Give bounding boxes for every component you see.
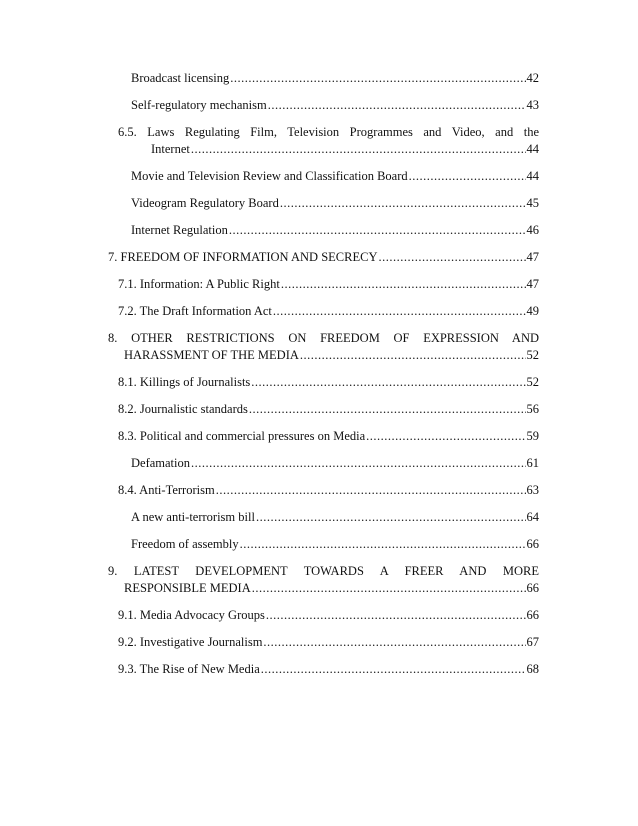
toc-dot-leader (268, 98, 526, 113)
toc-entry-title: Defamation (131, 456, 191, 470)
toc-page-number: 68 (526, 662, 539, 676)
toc-entry-title: 8.2. Journalistic standards (118, 402, 248, 416)
toc-entry-journalistic-standards[interactable] (118, 402, 539, 417)
toc-entry-videogram-board[interactable] (131, 196, 539, 211)
toc-page-number: 43 (526, 98, 539, 112)
toc-entry-other-restrictions-line1[interactable]: 8. OTHER RESTRICTIONS ON FREEDOM OF EXPRESSION AND (108, 331, 539, 345)
toc-dot-leader (409, 169, 526, 184)
toc-entry-information-public-right[interactable] (118, 277, 539, 292)
toc-page-number: 47 (526, 250, 539, 264)
toc-entry-investigative-journalism[interactable] (118, 635, 539, 650)
toc-page-number: 47 (526, 277, 539, 291)
toc-dot-leader (280, 196, 526, 211)
toc-entry-title: 8.4. Anti-Terrorism (118, 483, 215, 497)
toc-dot-leader (266, 608, 526, 623)
toc-dot-leader (261, 662, 526, 677)
toc-entry-title: RESPONSIBLE MEDIA (124, 581, 251, 595)
toc-entry-title: 7.2. The Draft Information Act (118, 304, 272, 318)
toc-page-number: 64 (526, 510, 539, 524)
toc-page-number: 66 (526, 537, 539, 551)
toc-entry-movie-television-board[interactable] (131, 169, 539, 184)
toc-dot-leader (191, 456, 525, 471)
toc-entry-other-restrictions-line2[interactable] (124, 348, 539, 363)
toc-dot-leader (229, 223, 526, 238)
toc-entry-title: 9.3. The Rise of New Media (118, 662, 260, 676)
toc-entry-latest-development-line1[interactable]: 9. LATEST DEVELOPMENT TOWARDS A FREER AND MORE (108, 564, 539, 578)
toc-entry-laws-regulating-film-line2[interactable] (151, 142, 539, 157)
toc-entry-latest-development-line2[interactable] (124, 581, 539, 596)
toc-entry-laws-regulating-film-line1[interactable]: 6.5. Laws Regulating Film, Television Programmes and Video, and the (118, 125, 539, 139)
toc-entry-title: 7. FREEDOM OF INFORMATION AND SECRECY (108, 250, 378, 264)
toc-page-number: 66 (526, 608, 539, 622)
toc-entry-title: 9.2. Investigative Journalism (118, 635, 263, 649)
toc-entry-internet-regulation[interactable] (131, 223, 539, 238)
toc-dot-leader (300, 348, 526, 363)
toc-page-number: 52 (526, 348, 539, 362)
toc-dot-leader (251, 375, 525, 390)
toc-dot-leader (263, 635, 525, 650)
toc-entry-title: 9.1. Media Advocacy Groups (118, 608, 265, 622)
toc-entry-title: Videogram Regulatory Board (131, 196, 279, 210)
toc-entry-title: 8.3. Political and commercial pressures on Media (118, 429, 366, 443)
toc-dot-leader (378, 250, 525, 265)
toc-entry-freedom-of-assembly[interactable] (131, 537, 539, 552)
toc-page-number: 44 (526, 169, 539, 183)
toc-entry-anti-terrorism-bill[interactable] (131, 510, 539, 525)
toc-entry-broadcast-licensing[interactable] (131, 71, 539, 86)
toc-entry-title: 8.1. Killings of Journalists (118, 375, 251, 389)
toc-page-number: 66 (526, 581, 539, 595)
toc-entry-killings-of-journalists[interactable] (118, 375, 539, 390)
toc-dot-leader (240, 537, 526, 552)
toc-entry-defamation[interactable] (131, 456, 539, 471)
toc-entry-title: Freedom of assembly (131, 537, 239, 551)
toc-page-number: 59 (526, 429, 539, 443)
toc-page-number: 49 (526, 304, 539, 318)
toc-entry-title: Internet (151, 142, 190, 156)
toc-entry-media-advocacy-groups[interactable] (118, 608, 539, 623)
toc-page-number: 46 (526, 223, 539, 237)
toc-page-number: 67 (526, 635, 539, 649)
toc-entry-title: 7.1. Information: A Public Right (118, 277, 280, 291)
toc-dot-leader (273, 304, 526, 319)
toc-entry-title: HARASSMENT OF THE MEDIA (124, 348, 299, 362)
toc-page-number: 61 (526, 456, 539, 470)
toc-page-number: 45 (526, 196, 539, 210)
toc-dot-leader (249, 402, 526, 417)
toc-entry-draft-information-act[interactable] (118, 304, 539, 319)
toc-entry-title: Movie and Television Review and Classification Board (131, 169, 408, 183)
toc-page-number: 56 (526, 402, 539, 416)
toc-dot-leader (281, 277, 526, 292)
toc-dot-leader (216, 483, 526, 498)
toc-page-number: 44 (526, 142, 539, 156)
toc-entry-anti-terrorism[interactable] (118, 483, 539, 498)
toc-entry-political-pressures[interactable] (118, 429, 539, 444)
toc-entry-title: Self-regulatory mechanism (131, 98, 267, 112)
toc-entry-self-regulatory-mechanism[interactable] (131, 98, 539, 113)
toc-entry-title: Internet Regulation (131, 223, 228, 237)
toc-dot-leader (256, 510, 526, 525)
toc-entry-title: Broadcast licensing (131, 71, 230, 85)
toc-entry-freedom-of-information[interactable] (108, 250, 539, 265)
toc-dot-leader (230, 71, 525, 86)
toc-dot-leader (252, 581, 526, 596)
toc-page-number: 52 (526, 375, 539, 389)
toc-page-number: 63 (526, 483, 539, 497)
toc-entry-rise-of-new-media[interactable] (118, 662, 539, 677)
toc-page-number: 42 (526, 71, 539, 85)
toc-dot-leader (366, 429, 525, 444)
toc-entry-title: A new anti-terrorism bill (131, 510, 255, 524)
toc-dot-leader (191, 142, 526, 157)
